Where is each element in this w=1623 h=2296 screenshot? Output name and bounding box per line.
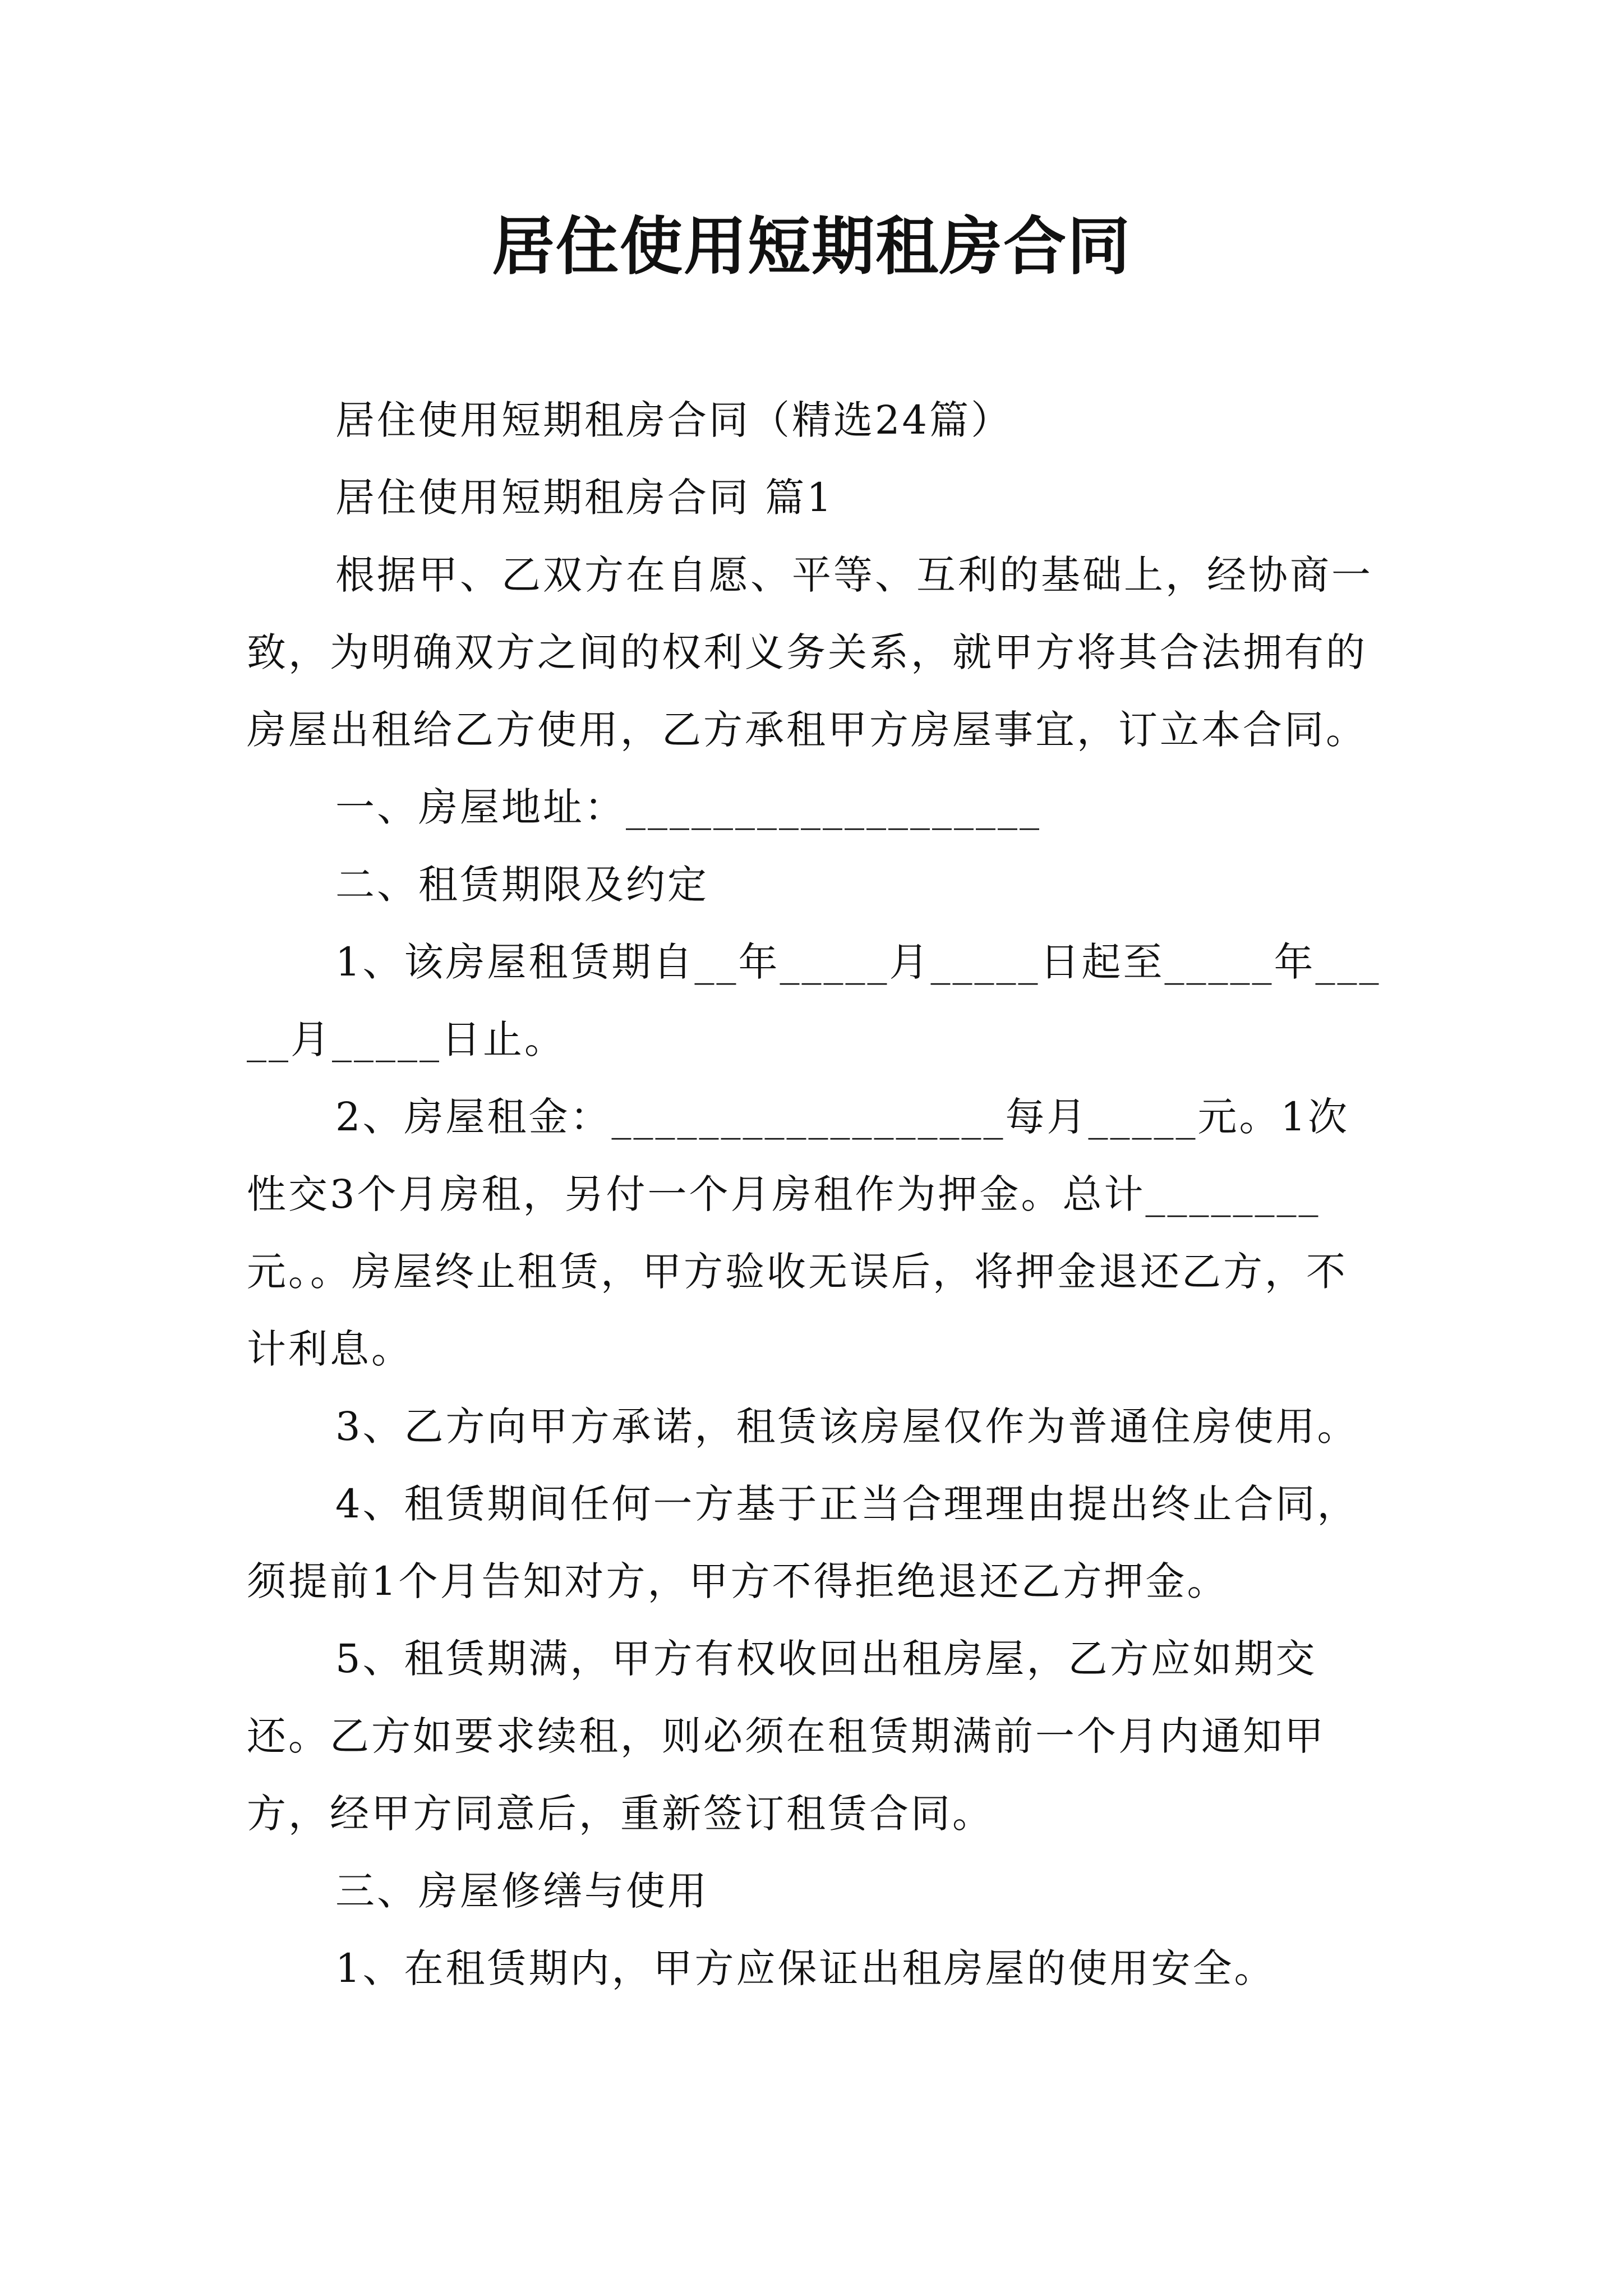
- paragraph-lease-term-heading: 二、租赁期限及约定: [335, 862, 709, 908]
- paragraph-usage-promise: 3、乙方向甲方承诺，租赁该房屋仅作为普通住房使用。: [335, 1404, 1359, 1450]
- paragraph-repair-safety: 1、在租赁期内，甲方应保证出租房屋的使用安全。: [335, 1945, 1276, 1991]
- paragraph-expiry-renewal: 5、租赁期满，甲方有权收回出租房屋，乙方应如期交还。乙方如要求续租，则必须在租赁期满前一个月内通知甲方，经甲方同意后，重新签订租赁合同。: [247, 1636, 1326, 1837]
- document-body: [247, 381, 1385, 2007]
- paragraph-subtitle: 居住使用短期租房合同（精选24篇）: [335, 397, 1013, 443]
- paragraph-rent: 2、房屋租金：__________________每月_____元。1次性交3个月房租，另付一个月房租作为押金。总计________元。。房屋终止租赁，甲方验收无误后，将押金退还乙方，不计利息。: [247, 1094, 1350, 1372]
- document-title: 居住使用短期租房合同: [492, 210, 1131, 283]
- paragraph-preamble: 根据甲、乙双方在自愿、平等、互利的基础上，经协商一致，为明确双方之间的权利义务关系，就甲方将其合法拥有的房屋出租给乙方使用，乙方承租甲方房屋事宜，订立本合同。: [247, 552, 1373, 753]
- paragraph-house-address: 一、房屋地址：___________________: [335, 784, 1041, 830]
- paragraph-section-heading: 居住使用短期租房合同 篇1: [335, 475, 834, 521]
- paragraph-repair-heading: 三、房屋修缮与使用: [335, 1868, 709, 1914]
- paragraph-termination: 4、租赁期间任何一方基于正当合理理由提出终止合同，须提前1个月告知对方，甲方不得拒绝退还乙方押金。: [247, 1481, 1359, 1604]
- paragraph-lease-period: 1、该房屋租赁期自__年_____月_____日起至_____年_____月_____日止。: [247, 939, 1381, 1062]
